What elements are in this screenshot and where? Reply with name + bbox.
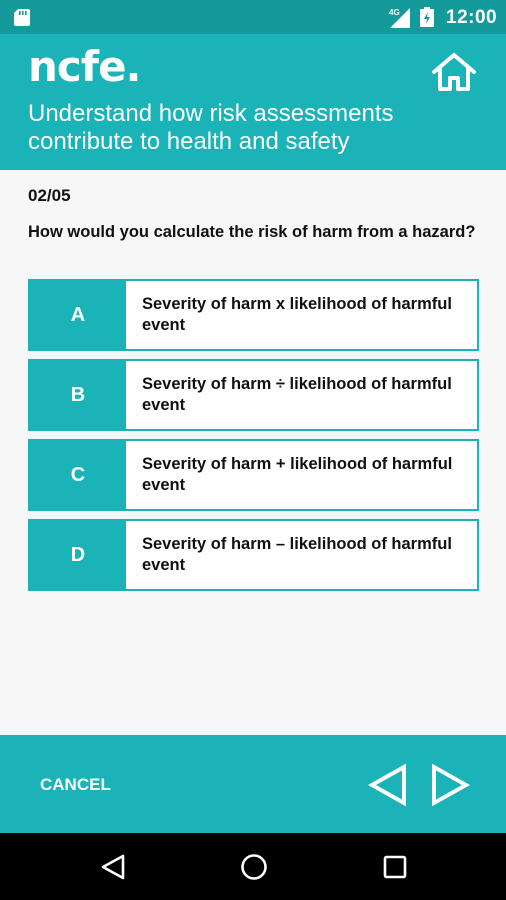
answer-text: Severity of harm + likelihood of harmful event — [142, 455, 453, 494]
answer-text: Severity of harm ÷ likelihood of harmful event — [142, 375, 452, 414]
answer-letter: B — [30, 361, 126, 429]
answer-option-d[interactable] — [28, 519, 479, 591]
cancel-button[interactable]: CANCEL — [40, 775, 111, 794]
app-header — [0, 34, 506, 170]
answer-text: Severity of harm – likelihood of harmful event — [142, 535, 452, 574]
answer-letter: C — [30, 441, 126, 509]
signal-icon — [388, 6, 410, 28]
ncfe-logo: ncfe. — [28, 42, 141, 91]
question-text: How would you calculate the risk of harm from a hazard? — [28, 223, 476, 241]
answer-option-c[interactable] — [28, 439, 479, 511]
answer-letter: D — [30, 521, 126, 589]
battery-icon — [420, 7, 434, 27]
answer-option-b[interactable] — [28, 359, 479, 431]
answer-letter: A — [30, 281, 126, 349]
network-label: 4G — [389, 8, 400, 17]
status-bar — [0, 0, 506, 34]
home-circle-icon[interactable] — [240, 853, 268, 881]
question-progress: 02/05 — [28, 186, 71, 205]
recents-icon[interactable] — [382, 854, 408, 880]
android-nav-bar — [0, 833, 506, 900]
status-time: 12:00 — [446, 7, 498, 28]
quiz-content — [0, 170, 506, 735]
back-icon[interactable] — [100, 853, 126, 881]
answer-option-a[interactable] — [28, 279, 479, 351]
answer-text: Severity of harm x likelihood of harmful event — [142, 295, 452, 334]
triangle-left-icon[interactable] — [368, 763, 408, 807]
home-icon[interactable] — [430, 52, 478, 92]
page-title: Understand how risk assessments contribute to health and safety — [28, 100, 394, 155]
sd-card-icon — [14, 9, 30, 26]
triangle-right-icon[interactable] — [430, 763, 470, 807]
quiz-footer — [0, 735, 506, 833]
